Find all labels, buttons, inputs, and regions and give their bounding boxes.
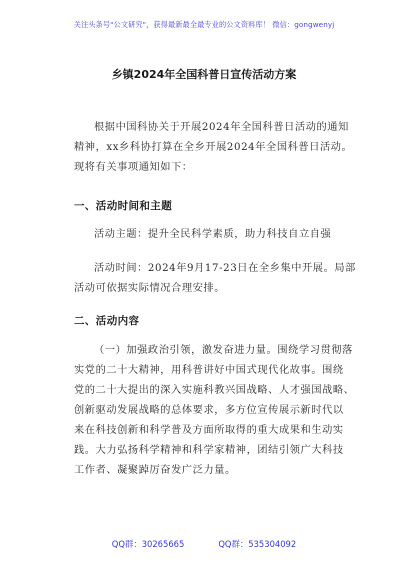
section-heading-1: 一、活动时间和主题: [74, 200, 173, 212]
header-note: 关注头条号"公文研究"，获得最新最全最专业的公文资料库！ 微信：gongwenyj: [73, 20, 335, 29]
content-line: 来在科技创新和科学普及方面所取得的重大成果和生动实: [74, 425, 344, 436]
content-line: 党的二十大提出的深入实施科教兴国战略、人才强国战略、: [74, 385, 355, 396]
intro-paragraph: [74, 118, 353, 178]
intro-line: 根据中国科协关于开展2024年全国科普日活动的通知: [94, 122, 349, 133]
theme-line: 活动主题：提升全民科学素质，助力科技自立自强: [94, 229, 332, 240]
intro-line: 现将有关事项通知如下：: [74, 162, 193, 173]
content-line: 创新驱动发展战略的总体要求，多方位宣传展示新时代以: [74, 405, 344, 416]
theme-paragraph: [74, 225, 346, 245]
content-paragraph: [74, 341, 355, 481]
time-paragraph: [74, 259, 356, 299]
content-line: 践。大力弘扬科学精神和科学家精神，团结引领广大科技: [74, 445, 344, 456]
section-heading-2: 二、活动内容: [74, 315, 140, 327]
time-line: 活动可依据实际情况合理安排。: [74, 283, 226, 294]
time-line: 活动时间：2024年9月17-23日在全乡集中开展。局部: [94, 263, 356, 274]
intro-line: 精神，xx乡科协打算在全乡开展2024年全国科普日活动。: [74, 142, 353, 153]
footer: [0, 538, 408, 550]
footer-qq-group-2: QQ群：535304092: [218, 539, 297, 549]
content-line: 实党的二十大精神，用科普讲好中国式现代化故事。围绕: [74, 365, 344, 376]
content-line: （一）加强政治引领，激发奋进力量。围绕学习贯彻落: [94, 345, 353, 356]
document-title: 乡镇2024年全国科普日宣传活动方案: [111, 68, 297, 81]
content-line: 工作者、凝聚踔厉奋发广泛力量。: [74, 465, 236, 476]
footer-qq-group-1: QQ群：30265665: [111, 539, 185, 549]
